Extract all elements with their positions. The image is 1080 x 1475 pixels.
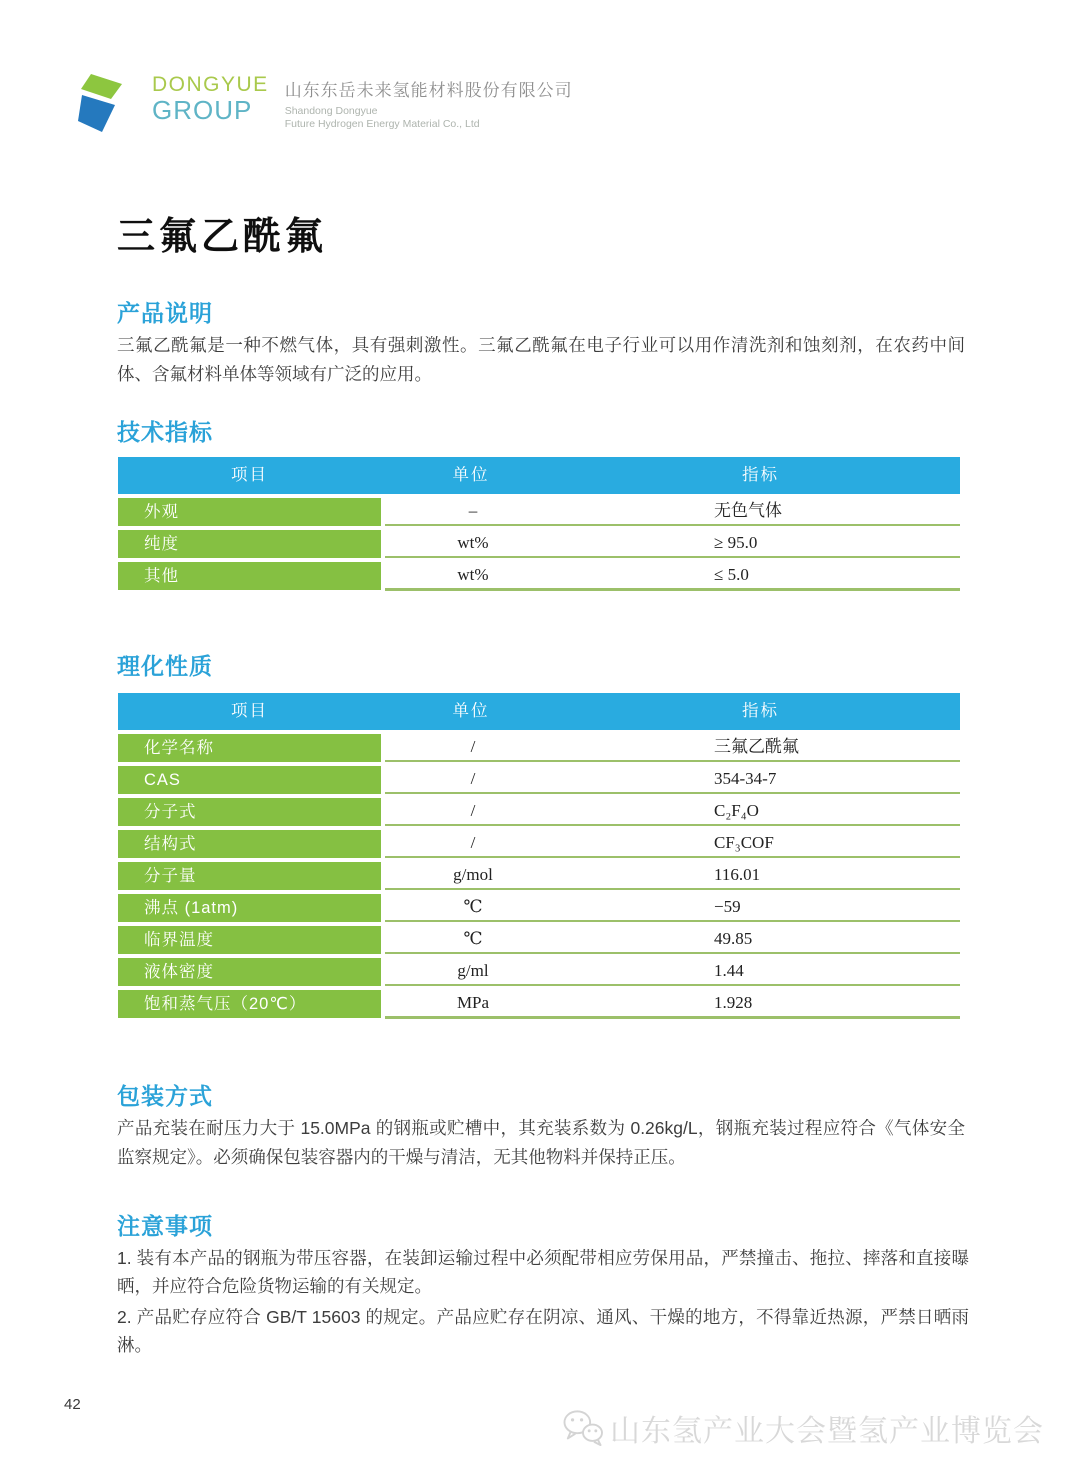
unit-cell: wt%: [457, 565, 489, 584]
value-cell: 1.44: [714, 961, 744, 980]
unit-cell: /: [470, 801, 476, 820]
table-row: [118, 862, 960, 890]
row-value-area: [385, 530, 960, 558]
table-row: [118, 498, 960, 526]
dongyue-logo-icon: [78, 72, 140, 136]
table-row: [118, 830, 960, 858]
value-cell: C₂F₄O: [714, 801, 759, 820]
section-heading-packaging: 包装方式: [117, 1083, 213, 1109]
table-row: [118, 766, 960, 794]
unit-cell: /: [470, 769, 476, 788]
row-value-area: [385, 830, 960, 858]
unit-cell: wt%: [457, 533, 489, 552]
value-cell: 49.85: [714, 929, 753, 948]
unit-cell: /: [470, 737, 476, 756]
column-header: 单位: [452, 466, 490, 484]
table-row: [118, 734, 960, 762]
row-value-area: [385, 894, 960, 922]
unit-cell: g/mol: [453, 865, 493, 884]
company-name-block: [285, 76, 573, 131]
unit-cell: /: [470, 833, 476, 852]
section-heading-technical-specs: 技术指标: [117, 419, 213, 445]
value-cell: 354-34-7: [714, 769, 777, 788]
table-row: [118, 530, 960, 558]
section-heading-physchem-properties: 理化性质: [117, 653, 213, 679]
company-name-cn: 山东东岳未来氢能材料股份有限公司: [284, 81, 573, 100]
column-header: 单位: [452, 702, 490, 720]
packaging-text: 产品充装在耐压力大于 15.0MPa 的钢瓶或贮槽中，其充装系数为 0.26kg/L，钢瓶充装过程应符合《气体安全监察规定》。必须确保包装容器内的干燥与清洁，无其他物料并保持正压。: [117, 1118, 965, 1168]
footer-watermark: [562, 1406, 1044, 1450]
value-cell: −59: [714, 897, 741, 916]
brand-header: [78, 72, 573, 136]
row-label-cell: 分子量: [118, 862, 381, 890]
table-row: [118, 798, 960, 826]
row-label-cell: 临界温度: [118, 926, 381, 954]
page-number: 42: [64, 1396, 81, 1413]
row-label-cell: 分子式: [118, 798, 381, 826]
row-value-area: [385, 990, 960, 1019]
table-row: [118, 958, 960, 986]
unit-cell: –: [468, 501, 478, 520]
unit-cell: g/ml: [457, 961, 489, 980]
product-description-text: 三氟乙酰氟是一种不燃气体，具有强刺激性。三氟乙酰氟在电子行业可以用作清洗剂和蚀刻剂，在农药中间体、含氟材料单体等领域有广泛的应用。: [117, 335, 965, 385]
table-row: [118, 562, 960, 591]
table-row: [118, 926, 960, 954]
column-header: 项目: [231, 466, 268, 484]
row-value-area: [385, 498, 960, 526]
column-header: 项目: [231, 702, 268, 720]
table-header-row: [118, 693, 960, 730]
unit-cell: ℃: [463, 929, 483, 948]
section-heading-precautions: 注意事项: [117, 1213, 213, 1239]
precautions-list: [117, 1244, 969, 1361]
row-label-cell: 结构式: [118, 830, 381, 858]
logo-word-group: GROUP: [152, 95, 253, 125]
watermark-text: 山东氢产业大会暨氢产业博览会: [610, 1415, 1044, 1448]
row-label-cell: 化学名称: [118, 734, 381, 762]
value-cell: 1.928: [714, 993, 753, 1012]
value-cell: 无色气体: [714, 501, 782, 520]
column-header: 指标: [742, 466, 779, 484]
company-name-en-line2: Future Hydrogen Energy Material Co., Ltd: [284, 118, 480, 131]
row-value-area: [385, 734, 960, 762]
company-name-en-line1: Shandong Dongyue: [284, 105, 378, 117]
row-label-cell: 液体密度: [118, 958, 381, 986]
table-header-row: [118, 457, 960, 494]
table-row: [118, 990, 960, 1019]
row-label-cell: CAS: [118, 766, 381, 794]
technical-specs-table: [118, 457, 960, 591]
value-cell: 116.01: [714, 865, 761, 884]
column-header: 指标: [742, 702, 779, 720]
value-cell: 三氟乙酰氟: [714, 737, 799, 756]
section-heading-product-description: 产品说明: [117, 300, 213, 326]
value-cell: ≥ 95.0: [714, 533, 758, 552]
physchem-properties-table: [118, 693, 960, 1019]
row-label-cell: 其他: [118, 562, 381, 590]
row-label-cell: 纯度: [118, 530, 381, 558]
value-cell: ≤ 5.0: [714, 565, 749, 584]
logo-word-dongyue: DONGYUE: [152, 73, 269, 96]
row-value-area: [385, 766, 960, 794]
row-label-cell: 外观: [118, 498, 381, 526]
row-value-area: [385, 798, 960, 826]
row-value-area: [385, 862, 960, 890]
unit-cell: ℃: [463, 897, 483, 916]
row-label-cell: 饱和蒸气压（20℃）: [118, 990, 381, 1018]
logo-wordmark: [152, 74, 269, 123]
row-label-cell: 沸点 (1atm): [118, 894, 381, 922]
company-name-en: [285, 105, 573, 131]
row-value-area: [385, 562, 960, 591]
table-row: [118, 894, 960, 922]
value-cell: CF₃COF: [714, 833, 774, 852]
wechat-icon: [562, 1409, 604, 1447]
row-value-area: [385, 958, 960, 986]
page-title: 三氟乙酰氟: [117, 216, 328, 258]
unit-cell: MPa: [456, 993, 490, 1012]
precaution-item: 2. 产品贮存应符合 GB/T 15603 的规定。产品应贮存在阴凉、通风、干燥的地方，不得靠近热源，严禁日晒雨淋。: [117, 1306, 969, 1356]
precaution-item: 1. 装有本产品的钢瓶为带压容器，在装卸运输过程中必须配带相应劳保用品，严禁撞击、拖拉、摔落和直接曝晒，并应符合危险货物运输的有关规定。: [117, 1248, 969, 1297]
row-value-area: [385, 926, 960, 954]
